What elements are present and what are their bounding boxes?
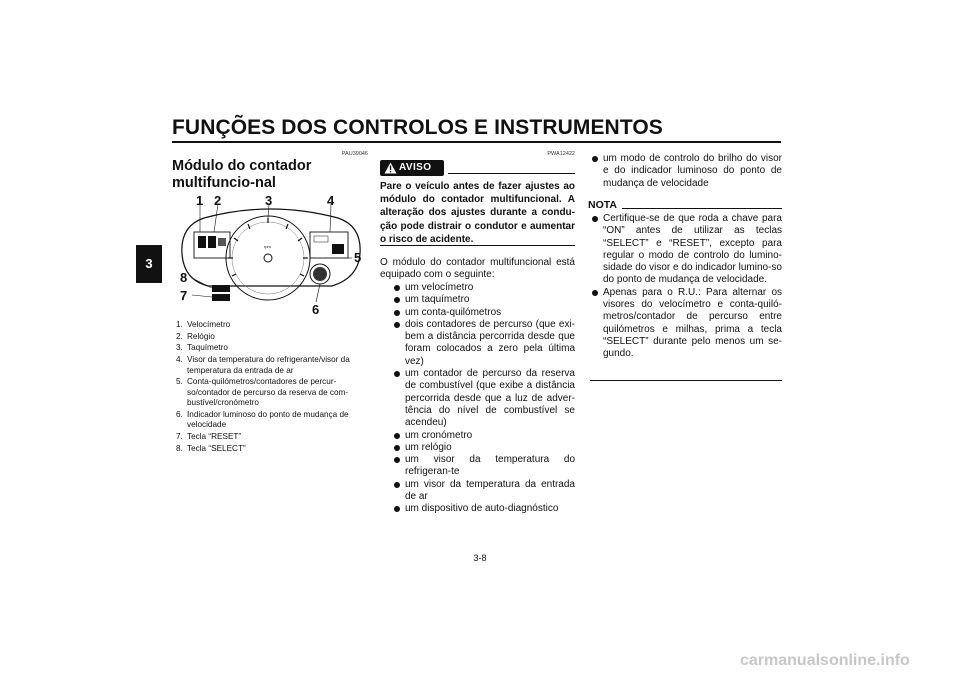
callout-1: 1 [196, 193, 204, 208]
bullet-icon [394, 506, 400, 512]
bullet-icon [394, 310, 400, 316]
bullet-icon [394, 482, 400, 488]
tachometer-dial [226, 216, 310, 300]
bullet-icon [592, 216, 598, 222]
select-button-shape [212, 285, 230, 292]
bullet-icon [592, 156, 598, 162]
page-number: 3-8 [473, 553, 487, 563]
list-item: Apenas para o R.U.: Para alternar os visores do velocímetro e conta-quiló-metros/contador de percurso entre quilómetros e milhas, prima a tecla “SELECT” durante pelo menos um se-gundo. [588, 287, 782, 361]
instrument-figure [172, 192, 368, 316]
list-item: um cronómetro [390, 430, 575, 442]
warning-badge [380, 160, 444, 176]
warning-label: AVISO [399, 162, 432, 173]
list-item: um velocímetro [390, 282, 575, 294]
callout-2: 2 [214, 193, 222, 208]
callout-7: 7 [180, 288, 188, 303]
list-item: um relógio [390, 442, 575, 454]
legend-item: 7. Tecla “RESET” [176, 432, 242, 442]
page-title: FUNÇÕES DOS CONTROLOS E INSTRUMENTOS [172, 116, 663, 139]
bullet-icon [592, 290, 598, 296]
list-item: um contador de percurso da reserva de combustível (que exibe a distância percorrida desde que a luz de adver-tência do nível de combustível se acendeu) [390, 368, 575, 429]
chapter-tab: 3 [136, 245, 162, 283]
note-rule [622, 208, 782, 209]
feature-list-continued [588, 153, 782, 190]
warning-bottom-rule [380, 245, 575, 246]
section-heading: Módulo do contador multifuncio-nal [172, 158, 312, 191]
legend-item: 8. Tecla “SELECT” [176, 443, 246, 453]
note-list [588, 213, 782, 361]
callout-3: 3 [265, 193, 273, 208]
svg-text:rpm: rpm [264, 244, 271, 249]
list-item: Certifique-se de que roda a chave para “ON” antes de utilizar as teclas “SELECT” e “RESET”, excepto para regular o modo de controlo do lumino-sidade do visor e do indicador lumino-so do ponto de mudança de velocidade. [588, 213, 782, 287]
list-item: um dispositivo de auto-diagnóstico [390, 503, 575, 515]
list-item: um taquímetro [390, 294, 575, 306]
intro-text: O módulo do contador multifuncional está equipado com o seguinte: [380, 257, 575, 281]
bullet-icon [394, 371, 400, 377]
warning-rule [448, 173, 575, 174]
list-item: um modo de controlo do brilho do visor e do indicador luminoso do ponto de mudança de velocidade [588, 153, 782, 190]
title-rule [172, 141, 781, 143]
warning-code: PWA12422 [547, 151, 575, 157]
legend-item: 5. Conta-quilómetros/contadores de percur-so/contador de percurso da reserva de com-bustível/cronómetro [176, 377, 349, 408]
note-bottom-rule [590, 380, 782, 381]
feature-list [390, 282, 575, 516]
list-item: um visor da temperatura do refrigeran-te [390, 454, 575, 479]
callout-4: 4 [327, 193, 335, 208]
bullet-icon [394, 457, 400, 463]
bullet-icon [394, 297, 400, 303]
warning-header [380, 160, 575, 176]
callout-6: 6 [312, 302, 320, 316]
legend-item: 6. Indicador luminoso do ponto de mudança de velocidade [176, 409, 349, 430]
callout-8: 8 [180, 270, 188, 285]
list-item: um visor da temperatura da entrada de ar [390, 479, 575, 504]
warning-text: Pare o veículo antes de fazer ajustes ao módulo do contador multifuncional. A alteração dos ajustes durante a condu-ção pode distrair o condutor e aumentar o risco de acidente. [380, 181, 575, 245]
note-header [588, 199, 782, 211]
legend-item: 1. Velocímetro [176, 320, 231, 329]
callout-5: 5 [354, 250, 362, 265]
bullet-icon [394, 285, 400, 291]
list-item: dois contadores de percurso (que exi-bem a distância percorrida desde que foram colocados a zero pela última vez) [390, 319, 575, 368]
list-item: um conta-quilómetros [390, 307, 575, 319]
bullet-icon [394, 445, 400, 451]
warning-triangle-icon [384, 162, 397, 174]
note-label: NOTA [588, 199, 617, 211]
reset-button-shape [212, 294, 230, 301]
legend-item: 3. Taquímetro [176, 343, 228, 353]
legend-item: 2. Relógio [176, 331, 215, 341]
watermark: carmanualsonline.info [740, 652, 910, 669]
bullet-icon [394, 433, 400, 439]
bullet-icon [394, 322, 400, 328]
section-code: PAU39046 [341, 151, 368, 157]
figure-legend [176, 320, 371, 456]
legend-item: 4. Visor da temperatura do refrigerante/visor da temperatura da entrada de ar [176, 355, 350, 375]
